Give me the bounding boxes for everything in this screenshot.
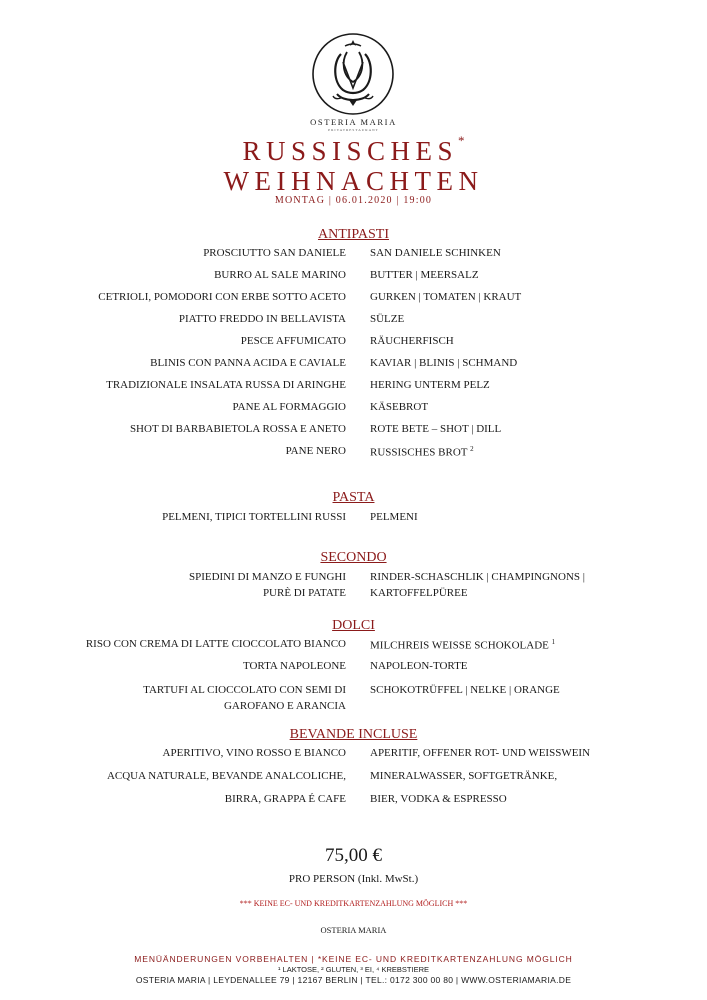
footer-allergens: ¹ LAKTOSE, ² GLUTEN, ³ EI, ⁴ KREBSTIERE (277, 965, 430, 974)
dish-german: BUTTER | MEERSALZ (370, 269, 479, 281)
title-line-1 (0, 133, 707, 167)
dish-german: RÄUCHERFISCH (370, 335, 454, 347)
drink-italian: BIRRA, GRAPPA É CAFE (224, 793, 346, 805)
dish-italian-line-2: PURÈ DI PATATE (262, 587, 346, 599)
menu-row (0, 379, 707, 397)
menu-row (0, 357, 707, 375)
menu-row (0, 445, 707, 463)
dish-german: NAPOLEON-TORTE (370, 660, 468, 672)
section-heading-dolci: DOLCI (332, 618, 375, 633)
dish-italian: PANE NERO (285, 445, 346, 457)
menu-row (0, 638, 707, 656)
signature: OSTERIA MARIA (320, 925, 387, 935)
menu-row (0, 793, 707, 811)
section-heading-pasta: PASTA (332, 490, 375, 505)
dish-italian: PROSCIUTTO SAN DANIELE (203, 247, 346, 259)
osteria-maria-logo-icon (311, 32, 395, 116)
dish-italian (143, 682, 346, 714)
dish-italian: PESCE AFFUMICATO (240, 335, 346, 347)
dish-german: ROTE BETE – SHOT | DILL (370, 423, 502, 435)
dish-italian: PELMENI, TIPICI TORTELLINI RUSSI (162, 511, 346, 523)
brand-name: OSTERIA MARIA (310, 117, 397, 127)
menu-row (0, 511, 707, 529)
section-heading-secondo: SECONDO (320, 550, 387, 565)
dish-german-text: MILCHREIS WEISSE SCHOKOLADE (370, 639, 549, 652)
title-text-1: RUSSISCHES (242, 136, 459, 166)
dish-german (370, 638, 555, 652)
dish-italian: SHOT DI BARBABIETOLA ROSSA E ANETO (129, 423, 346, 435)
menu-row (0, 401, 707, 419)
dish-italian: TRADIZIONALE INSALATA RUSSA DI ARINGHE (106, 379, 346, 391)
brand-subtitle: PRIVATRESTAURANT (328, 128, 379, 132)
drink-german: BIER, VODKA & ESPRESSO (370, 793, 507, 805)
dish-german-text: RUSSISCHES BROT (370, 446, 468, 459)
dish-german: KÄSEBROT (370, 401, 429, 413)
menu-row (0, 247, 707, 265)
menu-row (0, 660, 707, 678)
menu-row (0, 423, 707, 441)
payment-notice: *** KEINE EC- UND KREDITKARTENZAHLUNG MÖGLICH *** (239, 899, 468, 908)
dish-italian: BURRO AL SALE MARINO (214, 269, 346, 281)
dish-german (370, 569, 585, 601)
menu-row (0, 335, 707, 353)
drink-german: APERITIF, OFFENER ROT- UND WEISSWEIN (370, 747, 591, 759)
price-note: PRO PERSON (Inkl. MwSt.) (288, 873, 419, 885)
dish-german-line-1: RINDER-SCHASCHLIK | CHAMPINGNONS | (370, 571, 585, 583)
dish-german: SCHOKOTRÜFFEL | NELKE | ORANGE (370, 684, 560, 696)
menu-price: 75,00 € (325, 845, 382, 866)
allergen-superscript: 1 (551, 638, 556, 646)
dish-german: KAVIAR | BLINIS | SCHMAND (370, 357, 518, 369)
dish-german-line-2: KARTOFFELPÜREE (370, 587, 468, 599)
menu-row (0, 569, 707, 603)
dish-italian-line-2: GAROFANO E ARANCIA (223, 700, 346, 712)
title-line-2: WEIHNACHTEN (223, 166, 484, 196)
dish-italian: PANE AL FORMAGGIO (232, 401, 346, 413)
menu-row (0, 291, 707, 309)
dish-german: PELMENI (370, 511, 418, 523)
dish-german: SÜLZE (370, 313, 405, 325)
dish-german: SAN DANIELE SCHINKEN (370, 247, 501, 259)
dish-italian-line-1: SPIEDINI DI MANZO E FUNGHI (188, 571, 346, 583)
title-asterisk: * (458, 133, 465, 148)
drink-german: MINERALWASSER, SOFTGETRÄNKE, (370, 770, 558, 782)
footer-address: OSTERIA MARIA | LEYDENALLEE 79 | 12167 BERLIN | TEL.: 0172 300 00 80 | WWW.OSTERIAMARIA.DE (135, 975, 572, 985)
drink-italian: ACQUA NATURALE, BEVANDE ANALCOLICHE, (106, 770, 346, 782)
dish-italian: CETRIOLI, POMODORI CON ERBE SOTTO ACETO (98, 291, 346, 303)
menu-row (0, 770, 707, 788)
dish-italian: RISO CON CREMA DI LATTE CIOCCOLATO BIANCO (85, 638, 346, 650)
dish-german: HERING UNTERM PELZ (370, 379, 490, 391)
dish-italian: TORTA NAPOLEONE (242, 660, 346, 672)
event-dateline: MONTAG | 06.01.2020 | 19:00 (274, 195, 433, 206)
dish-italian-line-1: TARTUFI AL CIOCCOLATO CON SEMI DI (143, 684, 346, 696)
allergen-superscript: 2 (470, 445, 474, 453)
section-heading-antipasti: ANTIPASTI (317, 227, 390, 242)
menu-row (0, 269, 707, 287)
footer-disclaimer: MENÜÄNDERUNGEN VORBEHALTEN | *KEINE EC- UND KREDITKARTENZAHLUNG MÖGLICH (134, 954, 573, 964)
dish-german (370, 445, 474, 459)
menu-row (0, 313, 707, 331)
menu-row (0, 682, 707, 716)
dish-italian: BLINIS CON PANNA ACIDA E CAVIALE (150, 357, 346, 369)
dish-german: GURKEN | TOMATEN | KRAUT (370, 291, 522, 303)
dish-italian: PIATTO FREDDO IN BELLAVISTA (178, 313, 346, 325)
menu-row (0, 747, 707, 765)
dish-italian (189, 569, 346, 601)
section-heading-bevande: BEVANDE INCLUSE (289, 727, 418, 742)
drink-italian: APERITIVO, VINO ROSSO E BIANCO (162, 747, 346, 759)
